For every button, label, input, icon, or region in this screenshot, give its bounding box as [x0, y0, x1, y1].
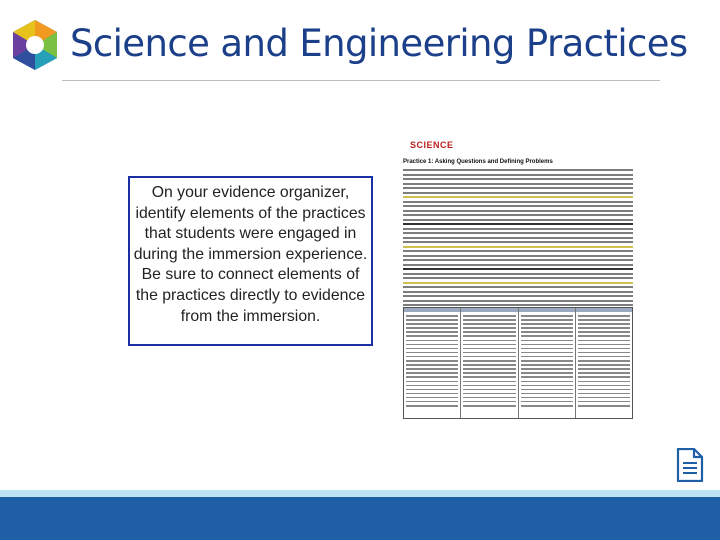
title-divider — [62, 80, 660, 81]
document-body-text — [403, 169, 633, 309]
footer-bar — [0, 497, 720, 540]
instruction-callout — [128, 176, 373, 346]
table-column — [576, 308, 632, 418]
document-thumbnail — [396, 136, 639, 423]
table-column — [461, 308, 518, 418]
logo-icon — [8, 18, 62, 72]
page-title: Science and Engineering Practices — [70, 22, 688, 65]
table-column — [519, 308, 576, 418]
document-brand: SCIENCE — [410, 140, 454, 150]
document-heading: Practice 1: Asking Questions and Defining Problems — [403, 159, 553, 165]
table-column — [404, 308, 461, 418]
instruction-text: On your evidence organizer, identify elements of the practices that students were engaged in during the immersion experience. Be sure to connect elements of the practices directly to evidence from the immersion. — [133, 184, 368, 325]
document-table — [403, 307, 633, 419]
footer-stripe — [0, 490, 720, 497]
document-icon[interactable] — [676, 448, 704, 482]
